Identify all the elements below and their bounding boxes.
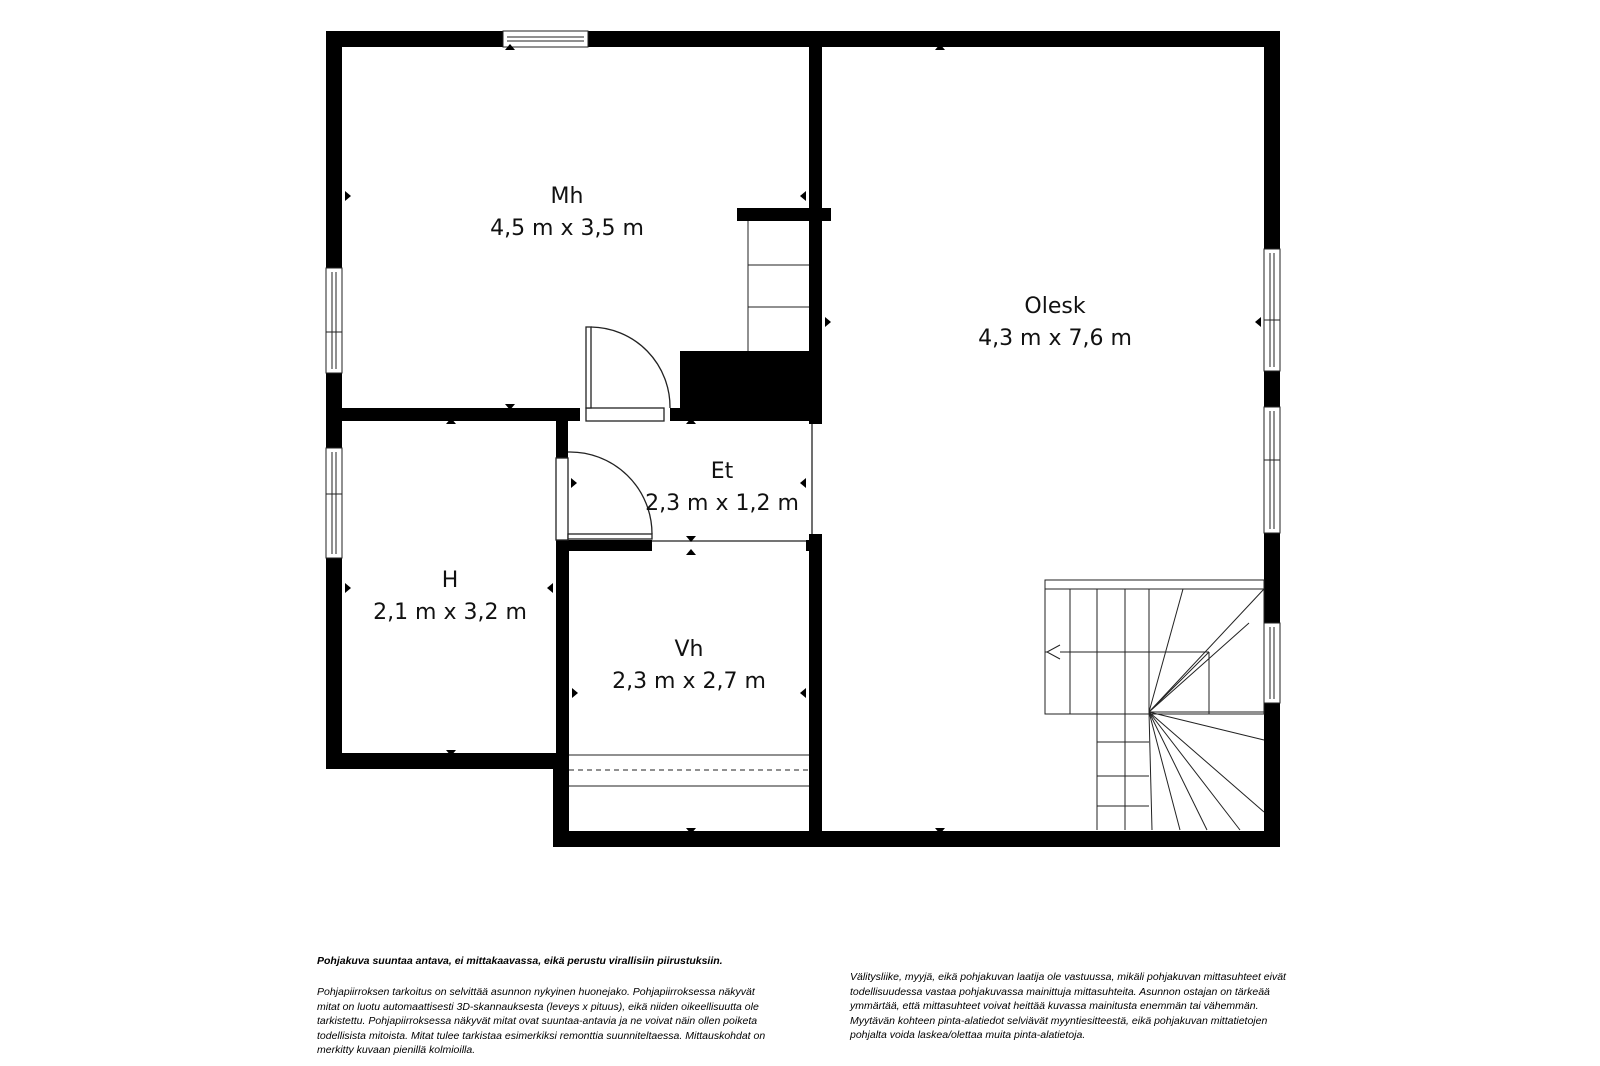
window-right-2: [1264, 407, 1280, 533]
room-label-vh: [612, 637, 766, 694]
vh-fixture: [569, 755, 809, 786]
walls: [326, 31, 1280, 847]
room-size-et: 2,3 m x 1,2 m: [645, 491, 799, 516]
room-label-et: [645, 459, 799, 516]
room-label-olesk: [978, 294, 1132, 351]
disclaimer-left: Pohjapiirroksen tarkoitus on selvittää asunnon nykyinen huonejako. Pohjapiirroksessa näkyvät mitat on luotu automaattisesti 3D-skannauksesta (leveys x pituus), eikä niiden oikeellisuutta ole tarkistettu. Pohjapiirroksessa näkyvät mitat ovat suuntaa-antavia ja ne voivat näin ollen poiketa todellisista mitoista. Mitat tulee tarkistaa esimerkiksi remonttia suunniteltaessa. Mittauskohdat on merkitty kuvaan pienillä kolmioilla.: [317, 986, 766, 1056]
door-h: [556, 458, 568, 540]
stair-mh: [748, 221, 809, 351]
room-label-mh: [490, 184, 644, 241]
room-name-et: Et: [710, 459, 734, 484]
room-name-vh: Vh: [674, 637, 704, 662]
room-name-h: H: [441, 568, 459, 593]
room-size-olesk: 4,3 m x 7,6 m: [978, 326, 1132, 351]
window-right-3: [1264, 623, 1280, 703]
window-top-mh: [503, 31, 588, 47]
room-size-h: 2,1 m x 3,2 m: [373, 600, 527, 625]
disclaimer-title: Pohjakuva suuntaa antava, ei mittakaavassa, eikä perustu virallisiin piirustuksiin.: [317, 955, 723, 967]
stair-olesk: [1045, 580, 1264, 830]
disclaimer-right: Välitysliike, myyjä, eikä pohjakuvan laatija ole vastuussa, mikäli pohjakuvan mittasuhteet eivät todellisuudessa vastaa pohjakuvassa mainittuja mittasuhteita. Asunnon ostajan on tärkeää ymmärtää, että mittasuhteet voivat heittää kuvassa mainitusta enemmän tai vähemmän. Myytävän kohteen pinta-alatiedot selviävät myyntiesitteestä, eikä pohjakuvan mittatietojen pohjalta voida laskea/olettaa muita pinta-alatietoja.: [850, 971, 1286, 1041]
window-left-h: [326, 448, 342, 558]
room-size-mh: 4,5 m x 3,5 m: [490, 216, 644, 241]
measurement-markers: [345, 44, 1261, 834]
room-label-h: [373, 568, 527, 625]
window-left-mh: [326, 268, 342, 373]
window-right-1: [1264, 249, 1280, 371]
room-size-vh: 2,3 m x 2,7 m: [612, 669, 766, 694]
door-mh: [586, 408, 664, 421]
room-name-olesk: Olesk: [1024, 294, 1086, 319]
room-name-mh: Mh: [550, 184, 584, 209]
